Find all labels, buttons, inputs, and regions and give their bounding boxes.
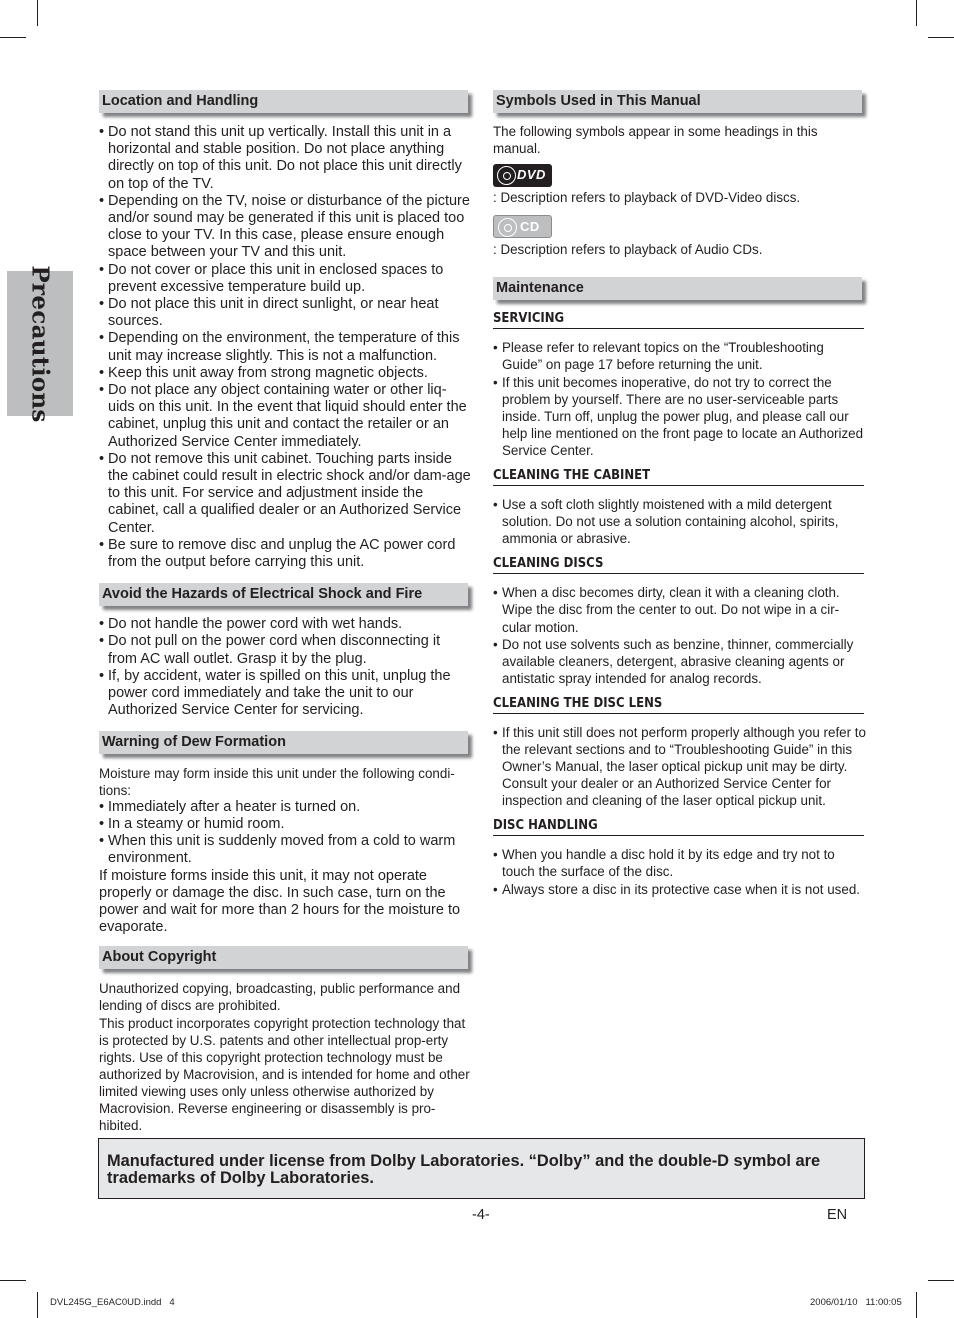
dvd-description: : Description refers to playback of DVD-Video discs. — [493, 190, 801, 206]
symbols-intro: The following symbols appear in some headings in this manual. — [493, 124, 818, 157]
dew-intro: Moisture may form inside this unit under the following condi-tions: — [99, 765, 455, 798]
file-slug: DVL245G_E6AC0UD.indd 4 — [50, 1297, 175, 1308]
list-item: • When this unit is suddenly moved from a cold to warm environment. — [99, 833, 472, 867]
crop-mark — [928, 1280, 954, 1281]
crop-mark — [0, 1280, 26, 1281]
maintenance-heading: Maintenance — [493, 277, 862, 300]
dolby-notice: Manufactured under license from Dolby Laboratories. “Dolby” and the double-D symbol are trademarks of Dolby Laboratories. — [98, 1138, 865, 1199]
discs-list — [493, 584, 866, 687]
list-item: • Do not use solvents such as benzine, thinner, commercially available cleaners, detergent, abrasive cleaning agents or antistatic spray intended for analog records. — [493, 636, 866, 687]
list-item: • Do not place this unit in direct sunlight, or near heat sources. — [99, 296, 472, 330]
list-item: • Be sure to remove disc and unplug the AC power cord from the output before carrying this unit. — [99, 537, 472, 571]
list-item: • Depending on the environment, the temperature of this unit may increase slightly. This is not a malfunction. — [99, 330, 472, 364]
list-item: • Please refer to relevant topics on the “Troubleshooting Guide” on page 17 before returning the unit. — [493, 339, 866, 373]
list-item: • Do not pull on the power cord when disconnecting it from AC wall outlet. Grasp it by the plug. — [99, 633, 472, 667]
symbols-heading: Symbols Used in This Manual — [493, 90, 862, 113]
crop-mark — [916, 1292, 917, 1318]
crop-mark — [0, 37, 26, 38]
disc-icon — [497, 166, 516, 185]
language-code: EN — [827, 1207, 848, 1223]
dew-heading: Warning of Dew Formation — [99, 731, 468, 754]
list-item: • Depending on the TV, noise or disturbance of the picture and/or sound may be generated if this unit is placed too close to your TV. In this case, please ensure enough space between your TV and this unit. — [99, 193, 472, 262]
crop-mark — [928, 37, 954, 38]
location-list — [99, 124, 472, 571]
crop-mark — [37, 1292, 38, 1318]
list-item: • If, by accident, water is spilled on this unit, unplug the power cord immediately and take the unit to our Authorized Service Center for servicing. — [99, 668, 472, 720]
list-item: • Do not remove this unit cabinet. Touching parts inside the cabinet could result in electric shock and/or dam-age to this unit. For service and adjustment inside the cabinet, call a qualified dealer or an Authorized Service Center. — [99, 451, 472, 537]
lens-list — [493, 724, 866, 809]
hazards-list — [99, 616, 472, 719]
list-item: • Immediately after a heater is turned on. — [99, 799, 472, 816]
list-item: • Use a soft cloth slightly moistened with a mild detergent solution. Do not use a solution containing alcohol, spirits, ammonia or abrasive. — [493, 496, 866, 547]
dvd-disc-icon: DVD — [493, 164, 552, 187]
handling-subheading: DISC HANDLING — [493, 818, 864, 836]
dew-list — [99, 799, 472, 868]
section-tab-label: Precautions — [26, 264, 54, 423]
list-item: • When you handle a disc hold it by its edge and try not to touch the surface of the disc. — [493, 846, 866, 880]
cabinet-list — [493, 496, 866, 547]
servicing-list — [493, 339, 866, 459]
list-item: • If this unit still does not perform properly although you refer to the relevant sections and to “Troubleshooting Guide” in this Owner’s Manual, the laser optical pickup unit may be dirty. Consult your dealer or an Authorized Service Center for inspection and cleaning of the laser optical pickup unit. — [493, 724, 866, 809]
crop-mark — [37, 0, 38, 26]
list-item: • Always store a disc in its protective case when it is not used. — [493, 881, 866, 898]
copyright-para: This product incorporates copyright protection technology that is protected by U.S. patents and other intellectual prop-erty rights. Use of this copyright protection technology must be authorized by Macrovision, and is intended for home and other limited viewing uses only unless otherwise authorized by Macrovision. Reverse engineering or disassembly is pro-hibited. — [99, 1015, 470, 1134]
page-number: -4- — [472, 1207, 490, 1223]
list-item: • Do not handle the power cord with wet hands. — [99, 616, 472, 633]
location-heading: Location and Handling — [99, 90, 468, 113]
lens-subheading: CLEANING THE DISC LENS — [493, 696, 864, 714]
list-item: • When a disc becomes dirty, clean it with a cleaning cloth. Wipe the disc from the center to out. Do not wipe in a cir-cular motion. — [493, 584, 866, 635]
copyright-heading: About Copyright — [99, 946, 468, 969]
cabinet-subheading: CLEANING THE CABINET — [493, 468, 864, 486]
section-tab — [7, 264, 73, 423]
right-column — [493, 90, 866, 898]
list-item: • Do not place any object containing water or other liq-uids on this unit. In the event that liquid should enter the cabinet, unplug this unit and contact the retailer or an Authorized Service Center immediately. — [99, 382, 472, 451]
left-column — [99, 90, 472, 1134]
cd-disc-icon: CD — [493, 215, 552, 238]
list-item: • In a steamy or humid room. — [99, 816, 472, 833]
disc-icon — [498, 218, 517, 237]
list-item: • If this unit becomes inoperative, do not try to correct the problem by yourself. There are no user-serviceable parts inside. Turn off, unplug the power plug, and please call our help line mentioned on the front page to locate an Authorized Service Center. — [493, 374, 866, 459]
cd-description: : Description refers to playback of Audio CDs. — [493, 242, 763, 258]
dew-outro: If moisture forms inside this unit, it may not operate properly or damage the disc. In such case, turn on the power and wait for more than 2 hours for the moisture to evaporate. — [99, 867, 461, 936]
discs-subheading: CLEANING DISCS — [493, 556, 864, 574]
list-item: • Do not stand this unit up vertically. Install this unit in a horizontal and stable position. Do not place anything directly on top of this unit. Do not place this unit directly on top of the TV. — [99, 124, 472, 193]
list-item: • Do not cover or place this unit in enclosed spaces to prevent excessive temperature build up. — [99, 262, 472, 296]
servicing-subheading: SERVICING — [493, 311, 864, 329]
copyright-para: Unauthorized copying, broadcasting, public performance and lending of discs are prohibited. — [99, 981, 461, 1014]
handling-list — [493, 846, 866, 897]
crop-mark — [916, 0, 917, 26]
date-slug: 2006/01/10 11:00:05 — [810, 1297, 902, 1308]
hazards-heading: Avoid the Hazards of Electrical Shock and Fire — [99, 583, 468, 606]
list-item: • Keep this unit away from strong magnetic objects. — [99, 365, 472, 382]
